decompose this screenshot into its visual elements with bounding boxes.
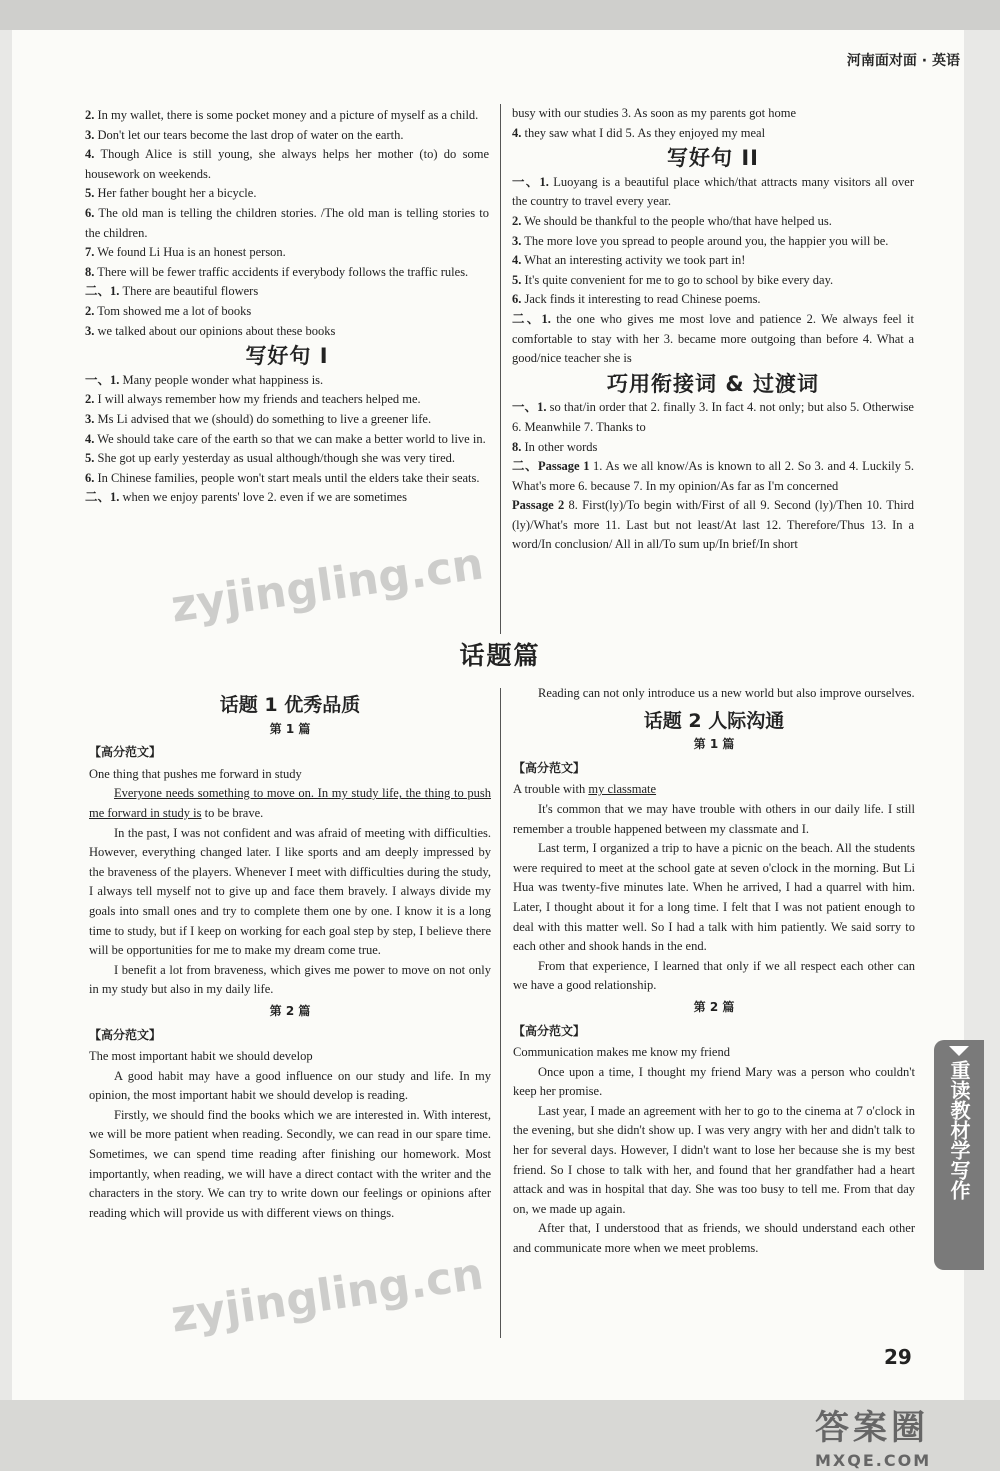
answer-line [85,469,489,489]
answer-number: 6. [512,292,522,307]
topic1-essay1-underlined: Everyone needs something to move on. In my study life, the thing to push me forward in study is [89,786,491,820]
answer-number: 6. [85,470,95,485]
answer-line [512,457,914,496]
answer-text: Tom showed me a lot of books [94,303,252,318]
logo-text-top: 答案圈 [815,1408,929,1448]
answer-text: The more love you spread to people around you, the happier you will be. [521,233,889,248]
topic1-essay1-label: 第 1 篇 [269,721,311,736]
answer-number: 二、Passage 1 [512,459,590,474]
topic1-essay1-p3: I benefit a lot from braveness, which gives me power to move on not only in my study but also in my daily life. [89,962,491,997]
side-chapter-tab[interactable] [934,1040,984,1270]
answer-line [85,449,489,469]
answer-number: 3. [85,127,95,142]
answer-number: 8. [512,439,522,454]
answer-text: It's quite convenient for me to go to school by bike every day. [521,272,834,287]
answer-line [85,106,489,126]
answer-text: the one who gives me most love and patience 2. We always feel it comfortable to stay with her 3. became more outgoing than before 4. What a good/nice teacher she is [512,311,914,366]
answer-text: 8. First(ly)/To begin with/First of all 9. Second (ly)/Then 10. Third (ly)/What's more 11. Last but not least/At last 12. Therefore/Thus 13. In a word/In conclusion/ All in all/To sum up/In brief/In short [512,498,914,552]
watermark: zyjingling.cn [167,538,487,633]
answer-text: In Chinese families, people won't start meals until the elders take their seats. [94,470,480,485]
topic2-tag-2: 【高分范文】 [513,1023,586,1038]
answer-text: In other words [521,439,598,454]
answer-number: 5. [85,451,95,466]
answer-number: 5. [85,186,95,201]
topic2-essay1-title-underlined: my classmate [588,782,657,797]
answer-number: 4. [512,253,522,268]
answer-number: 二、1. [85,284,120,299]
section-title-sentences-2: 写好句 II [667,146,759,171]
chevron-down-icon [949,1046,969,1056]
answer-text: I will always remember how my friends and teachers helped me. [94,392,421,407]
topic2-essay1-label: 第 1 篇 [693,737,735,752]
answer-line [85,488,489,508]
answer-text: The old man is telling the children stories. /The old man is telling stories to the children. [85,205,489,240]
answer-number: 一、1. [512,400,547,415]
topic1-closing-line: Reading can not only introduce us a new world but also improve ourselves. [538,686,915,700]
topic2-column [513,684,915,1259]
topic1-essay2-title: The most important habit we should develop [89,1049,313,1064]
answer-text: We found Li Hua is an honest person. [94,245,286,260]
answer-text: In my wallet, there is some pocket money and a picture of myself as a child. [94,108,479,122]
answer-line [512,438,914,458]
answer-line [85,390,489,410]
answer-text: so that/in order that 2. finally 3. In fact 4. not only; but also 5. Otherwise 6. Meanwhile 7. Thanks to [512,400,914,434]
answer-line [85,184,489,204]
answer-line [512,398,914,437]
answer-line [85,243,489,263]
answer-number: 二、1. [512,311,551,326]
answer-number: 一、1. [85,372,120,387]
answer-line [85,204,489,243]
topic2-essay2-p1: Once upon a time, I thought my friend Mary was a person who couldn't keep her promise. [513,1064,915,1099]
answer-number: 3. [85,411,95,426]
answer-number: 2. [85,303,95,318]
topic1-essay1-p2: In the past, I was not confident and was afraid of meeting with difficulties. However, everything changed later. I like sports and am deeply impressed by the braveness of the players. Whenever I meet with difficulties during the study, I always tell myself not to give up and face them bravely. I always divide my goals into small ones and try to complete them one by one. I know it is a long time to study, but if I keep on working for each goal step by step, I believe there will be opportunities for me to make my dream come true. [89,825,491,958]
answer-line [85,430,489,450]
answer-text: What an interesting activity we took part in! [521,253,746,268]
answer-text: Ms Li advised that we (should) do something to live a greener life. [94,411,432,426]
answer-number: 8. [85,264,95,279]
book-header: 河南面对面 · 英语 [846,53,960,69]
answer-text: We should take care of the earth so that we can make a better world to live in. [94,431,486,446]
answer-text: There are beautiful flowers [119,284,259,299]
topic1-tag-2: 【高分范文】 [89,1027,162,1042]
topic1-title: 话题 1 优秀品质 [219,694,361,716]
answer-number: 4. [85,431,95,446]
section-title-connectives: 巧用衔接词 & 过渡词 [607,371,819,396]
answer-text: 1. As we all know/As is known to all 2. So 3. and 4. Luckily 5. What's more 6. because 7. In my opinion/As far as I'm concerned [512,459,914,493]
answer-line [85,263,489,283]
answer-number: 4. [512,125,522,140]
topic2-title: 话题 2 人际沟通 [643,709,785,732]
topic1-essay2-label: 第 2 篇 [269,1003,311,1018]
answer-number: 3. [85,323,95,338]
answer-number: 2. [85,392,95,407]
answer-line [512,173,914,212]
answer-number: 6. [85,205,95,220]
answer-number: 2. [512,213,522,228]
page-number: 29 [884,1345,912,1369]
answer-line [512,104,914,124]
answer-line [85,302,489,322]
answer-text: when we enjoy parents' love 2. even if we are sometimes [119,490,407,505]
answer-text: Though Alice is still young, she always helps her mother (to) do some housework on weekends. [85,147,489,181]
answer-text: We should be thankful to the people who/that have helped us. [521,213,832,228]
answer-text: busy with our studies 3. As soon as my parents got home [512,106,797,120]
topic2-essay2-p2: Last year, I made an agreement with her to go to the cinema at 7 o'clock in the evening, but she didn't show up. I was very angry with her and didn't talk to her for several days. However, I didn't want to lose her because she is my best friend. So I chose to talk with her, and found that her grandfather had a heart attack and was in hospital that day. She was too busy to tell me. From that day on, we made up again. [513,1103,915,1216]
main-title: 话题篇 [459,641,541,670]
answer-line [85,145,489,184]
answer-line [512,310,914,369]
answer-line [85,282,489,302]
column-divider-bottom [500,688,501,1338]
answer-text: Many people wonder what happiness is. [119,372,324,387]
topic2-essay1-p2: Last term, I organized a trip to have a picnic on the beach. All the students were required to meet at the school gate at seven o'clock in the morning. But Li Hua was twenty-five minutes late. When he arrived, I had a quarrel with him. Later, I thought about it for a long time. I felt that I was not patient enough to deal with this matter well. So I had a talk with him patiently. We said sorry to each other and shook hands in the end. [513,841,915,954]
answer-text: they saw what I did 5. As they enjoyed my meal [521,125,766,140]
answer-line [512,124,914,144]
topic2-essay2-title: Communication makes me know my friend [513,1045,730,1060]
topic2-essay1-title: A trouble with [513,782,589,797]
top-scan-band [0,0,1000,30]
column-divider-top [500,104,501,634]
topic1-essay2-p2: Firstly, we should find the books which we are interested in. With interest, we will be more patient when reading. Secondly, we can read in our spare time. Sometimes, we can spend time reading after finishing our homework. Most importantly, when reading, we will have a direct contact with the writer and the characters in the story. We can try to write down our feelings or opinions after reading which will provide us with different views on things. [89,1107,491,1220]
answer-number: 一、1. [512,174,549,189]
answer-text: Luoyang is a beautiful place which/that attracts many visitors all over the country to travel every year. [512,174,914,209]
answer-number: 二、1. [85,490,120,505]
answer-text: She got up early yesterday as usual although/though she was very tired. [94,451,456,466]
topic2-essay2-label: 第 2 篇 [693,999,735,1014]
answer-text: Don't let our tears become the last drop of water on the earth. [94,127,404,142]
topic2-tag-1: 【高分范文】 [513,760,586,775]
answer-line [512,496,914,555]
site-logo [815,1400,931,1470]
answer-line [85,410,489,430]
answer-line [85,126,489,146]
topic1-column [89,688,491,1223]
topic1-essay1-p1-rest: to be brave. [201,805,264,820]
answer-number: 2. [85,108,95,122]
topic2-essay1-p3: From that experience, I learned that only if we all respect each other can we have a good relationship. [513,958,915,993]
answer-text: Her father bought her a bicycle. [94,186,257,201]
topic1-essay2-p1: A good habit may have a good influence on our study and life. In my opinion, the most important habit we should develop is reading. [89,1068,491,1103]
answer-number: Passage 2 [512,498,565,513]
left-answer-column [85,106,489,508]
answer-line [512,232,914,252]
answer-line [512,251,914,271]
answer-text: Jack finds it interesting to read Chinese poems. [521,292,761,307]
right-answer-column [512,104,914,555]
answer-number: 4. [85,147,95,162]
answer-line [512,290,914,310]
logo-text-bottom: MXQE.COM [815,1451,932,1470]
watermark: zyjingling.cn [167,1248,487,1343]
topic1-essay1-title: One thing that pushes me forward in study [89,766,302,781]
answer-line [85,371,489,391]
answer-number: 5. [512,272,522,287]
answer-text: we talked about our opinions about these books [94,323,336,338]
side-tab-label: 重读教材学写作 [947,1060,971,1200]
section-title-sentences-1: 写好句 I [245,344,329,369]
answer-number: 7. [85,245,95,260]
answer-line [85,322,489,342]
answer-line [512,271,914,291]
answer-number: 3. [512,233,522,248]
answer-line [512,212,914,232]
topic2-essay1-p1: It's common that we may have trouble with others in our daily life. I still remember a trouble happened between my classmate and I. [513,801,915,836]
answer-text: There will be fewer traffic accidents if everybody follows the traffic rules. [94,264,469,279]
topic1-tag-1: 【高分范文】 [89,745,162,760]
topic2-essay2-p3: After that, I understood that as friends, we should understand each other and communicate more when we meet problems. [513,1221,915,1256]
